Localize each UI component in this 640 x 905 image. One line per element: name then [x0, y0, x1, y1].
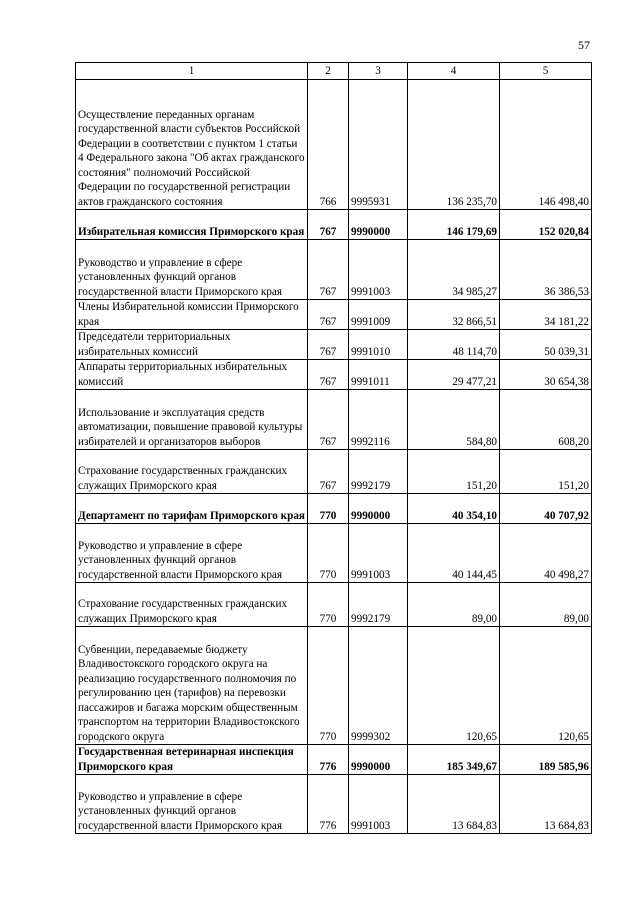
row-code-cell: 770	[308, 524, 349, 583]
row-code-cell: 767	[308, 390, 349, 450]
row-target-cell: 9995931	[349, 80, 408, 210]
row-code-cell: 767	[308, 300, 349, 330]
row-target-cell: 9991003	[349, 524, 408, 583]
row-name-cell: Использование и эксплуатация средств автоматизации, повышение правовой культуры избирателей и организаторов выборов	[76, 390, 308, 450]
row-value-2021-cell: 30 654,38	[500, 360, 592, 390]
row-value-2021-cell: 151,20	[500, 450, 592, 494]
row-value-2021-cell: 40 498,27	[500, 524, 592, 583]
budget-table	[75, 62, 592, 834]
row-value-2021-cell: 189 585,96	[500, 745, 592, 775]
row-value-2021-cell: 40 707,92	[500, 494, 592, 524]
row-value-2020-cell: 136 235,70	[408, 80, 500, 210]
row-value-2021-cell: 152 020,84	[500, 210, 592, 240]
row-name-cell: Руководство и управление в сфере установленных функций органов государственной власти Приморского края	[76, 775, 308, 834]
table-row	[76, 583, 592, 627]
row-code-cell: 776	[308, 745, 349, 775]
row-target-cell: 9991003	[349, 775, 408, 834]
row-target-cell: 9991010	[349, 330, 408, 360]
row-code-cell: 776	[308, 775, 349, 834]
table-row	[76, 524, 592, 583]
row-target-cell: 9991011	[349, 360, 408, 390]
table-row	[76, 360, 592, 390]
row-code-cell: 770	[308, 583, 349, 627]
row-name-cell: Аппараты территориальных избирательных комиссий	[76, 360, 308, 390]
row-value-2020-cell: 48 114,70	[408, 330, 500, 360]
row-value-2020-cell: 185 349,67	[408, 745, 500, 775]
row-target-cell: 9990000	[349, 210, 408, 240]
row-value-2021-cell: 34 181,22	[500, 300, 592, 330]
row-value-2020-cell: 29 477,21	[408, 360, 500, 390]
row-name-cell: Осуществление переданных органам государственной власти субъектов Российской Федерации в соответствии с пунктом 1 статьи 4 Федерального закона "Об актах гражданского состояния" полномочий Российской Федерации по государственной регистрации актов гражданского состояния	[76, 80, 308, 210]
row-name-cell: Руководство и управление в сфере установленных функций органов государственной власти Приморского края	[76, 524, 308, 583]
row-name-cell: Департамент по тарифам Приморского края	[76, 494, 308, 524]
row-target-cell: 9991009	[349, 300, 408, 330]
row-name-cell: Страхование государственных гражданских служащих Приморского края	[76, 583, 308, 627]
table-row	[76, 745, 592, 775]
table-row	[76, 80, 592, 210]
row-name-cell: Избирательная комиссия Приморского края	[76, 210, 308, 240]
row-target-cell: 9992116	[349, 390, 408, 450]
row-target-cell: 9999302	[349, 627, 408, 745]
row-value-2021-cell: 50 039,31	[500, 330, 592, 360]
row-code-cell: 767	[308, 210, 349, 240]
row-value-2020-cell: 584,80	[408, 390, 500, 450]
header-col-2: 2	[308, 63, 349, 80]
table-body	[76, 80, 592, 834]
row-target-cell: 9990000	[349, 494, 408, 524]
row-value-2021-cell: 89,00	[500, 583, 592, 627]
row-value-2020-cell: 40 354,10	[408, 494, 500, 524]
row-value-2021-cell: 120,65	[500, 627, 592, 745]
row-name-cell: Председатели территориальных избирательных комиссий	[76, 330, 308, 360]
page-number: 57	[578, 38, 590, 52]
row-code-cell: 767	[308, 330, 349, 360]
row-name-cell: Руководство и управление в сфере установленных функций органов государственной власти Приморского края	[76, 240, 308, 300]
header-col-1: 1	[76, 63, 308, 80]
row-code-cell: 767	[308, 240, 349, 300]
row-value-2021-cell: 146 498,40	[500, 80, 592, 210]
table-row	[76, 240, 592, 300]
row-value-2020-cell: 89,00	[408, 583, 500, 627]
row-value-2020-cell: 34 985,27	[408, 240, 500, 300]
table-row	[76, 330, 592, 360]
row-code-cell: 770	[308, 627, 349, 745]
row-code-cell: 767	[308, 360, 349, 390]
row-code-cell: 766	[308, 80, 349, 210]
row-code-cell: 770	[308, 494, 349, 524]
table-row	[76, 390, 592, 450]
table-row	[76, 210, 592, 240]
row-code-cell: 767	[308, 450, 349, 494]
row-value-2020-cell: 13 684,83	[408, 775, 500, 834]
table-row	[76, 450, 592, 494]
row-value-2020-cell: 120,65	[408, 627, 500, 745]
row-value-2021-cell: 13 684,83	[500, 775, 592, 834]
table-row	[76, 627, 592, 745]
row-target-cell: 9991003	[349, 240, 408, 300]
row-name-cell: Члены Избирательной комиссии Приморского края	[76, 300, 308, 330]
row-name-cell: Страхование государственных гражданских служащих Приморского края	[76, 450, 308, 494]
table-header-row	[76, 63, 592, 80]
row-value-2021-cell: 36 386,53	[500, 240, 592, 300]
table-row	[76, 300, 592, 330]
header-col-5: 5	[500, 63, 592, 80]
row-target-cell: 9992179	[349, 450, 408, 494]
table-row	[76, 494, 592, 524]
row-value-2020-cell: 32 866,51	[408, 300, 500, 330]
header-col-3: 3	[349, 63, 408, 80]
row-name-cell: Субвенции, передаваемые бюджету Владивостокского городского округа на реализацию государственного полномочия по регулированию цен (тарифов) на перевозки пассажиров и багажа морским общественным транспортом на территории Владивостокского городского округа	[76, 627, 308, 745]
row-value-2020-cell: 151,20	[408, 450, 500, 494]
table-row	[76, 775, 592, 834]
header-col-4: 4	[408, 63, 500, 80]
row-target-cell: 9992179	[349, 583, 408, 627]
row-name-cell: Государственная ветеринарная инспекция Приморского края	[76, 745, 308, 775]
row-target-cell: 9990000	[349, 745, 408, 775]
row-value-2020-cell: 146 179,69	[408, 210, 500, 240]
row-value-2020-cell: 40 144,45	[408, 524, 500, 583]
row-value-2021-cell: 608,20	[500, 390, 592, 450]
